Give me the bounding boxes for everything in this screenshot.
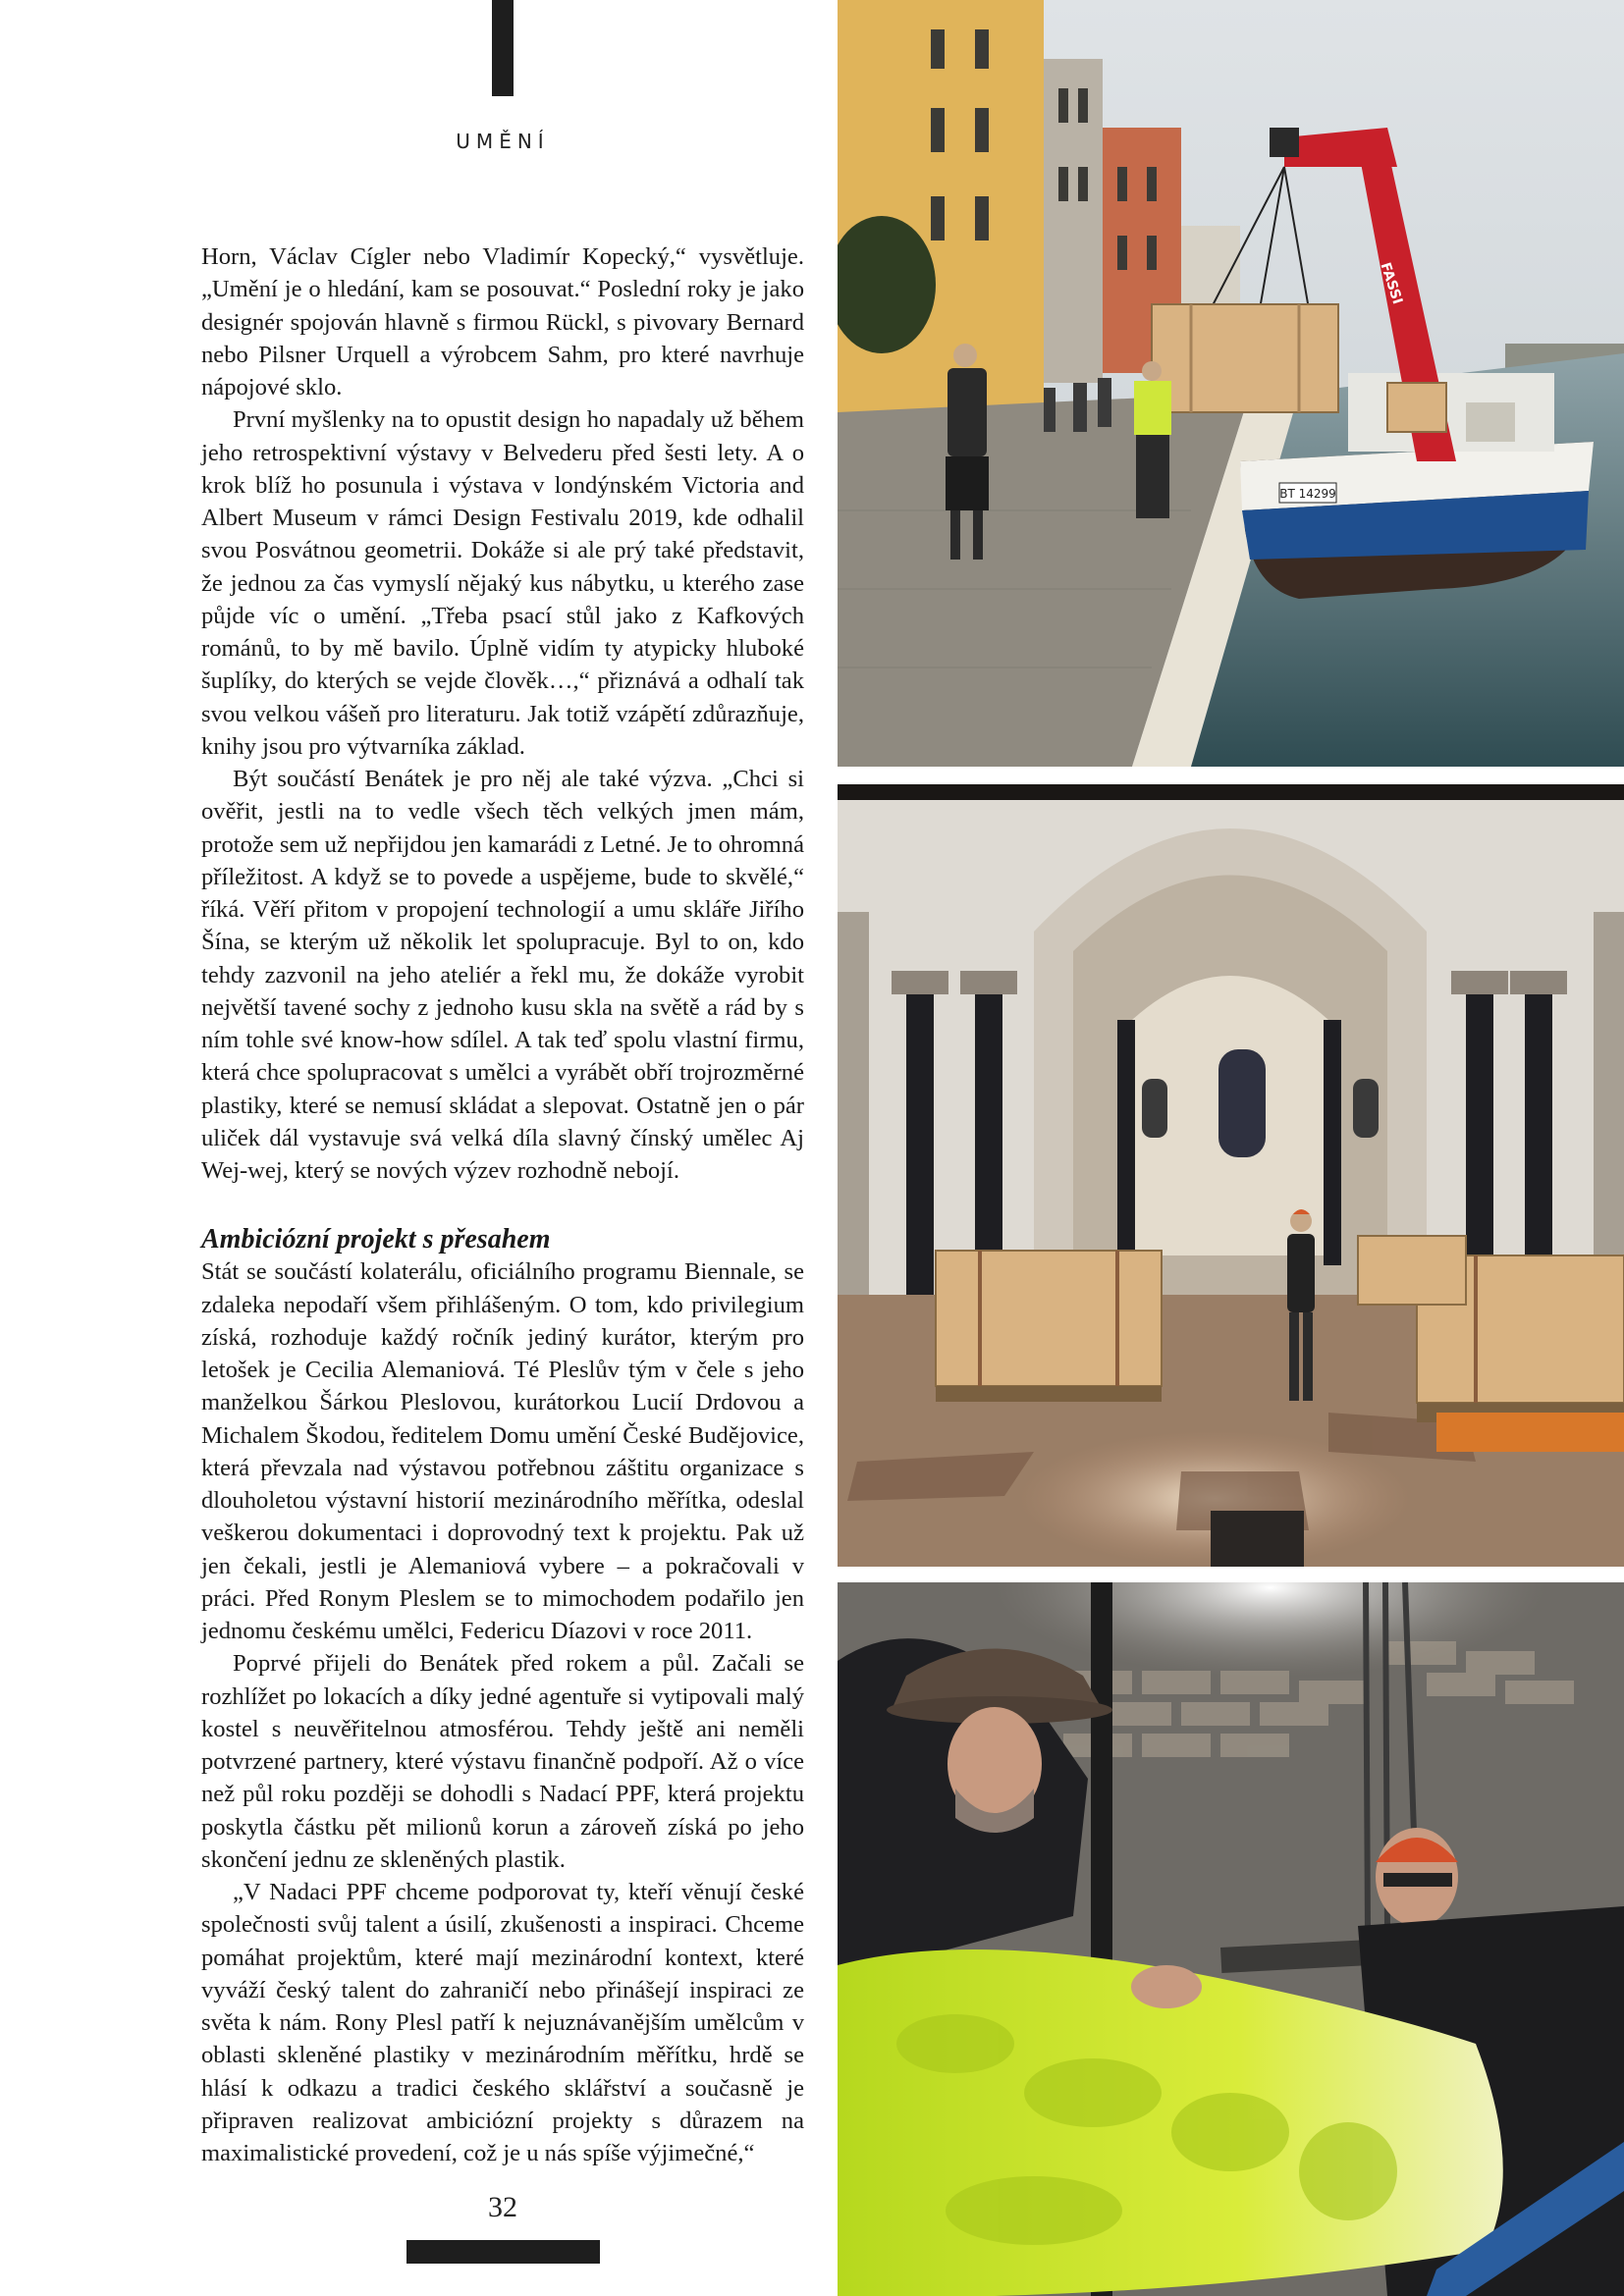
article-body xyxy=(201,240,804,2169)
bottom-decorative-bar xyxy=(406,2240,600,2264)
crane-brand-label: FASSI xyxy=(1377,260,1406,306)
subheading: Ambiciózní projekt s přesahem xyxy=(201,1224,551,1255)
page-number: 32 xyxy=(488,2191,517,2223)
photo-church-interior-crates xyxy=(838,784,1624,1567)
paragraph: První myšlenky na to opustit design ho napadaly už během jeho retrospektivní výstavy v Belvederu před šesti lety. A o krok blíž ho posunula i výstava v londýnském Victoria and Albert Museum v rámci Design Festivalu 2019, kde odhalil svou Posvátnou geometrii. Dokáže si ale prý také představit, že jednou za čas vymyslí nějaký kus nábytku, u kterého zase půjde víc o umění. „Třeba psací stůl jako z Kafkových románů, to by mě bavilo. Úplně vidím ty atypicky hluboké šuplíky, do kterých se vejde člověk…,“ přiznává a odhalí tak svou velkou vášeň pro literaturu. Jak totiž vzápětí zdůrazňuje, knihy jsou pro výtvarníka základ. xyxy=(201,406,804,760)
photo-glass-sculpture-handling xyxy=(838,1582,1624,2296)
paragraph: Poprvé přijeli do Benátek před rokem a půl. Začali se rozhlížet po lokacích a díky jedné agentuře si vytipovali malý kostel s neuvěřitelnou atmosférou. Tehdy ještě ani neměli potvrzené partnery, které výstavu finančně podpoří. Až o více než půl roku později se dohodli s Nadací PPF, která projektu poskytla částku pět milionů korun a zároveň získá po jeho skončení jednu ze skleněných plastik. xyxy=(201,1650,804,1873)
photo-venice-crane-unloading xyxy=(838,0,1624,767)
boat-registration-label: BT 14299 xyxy=(1279,487,1336,501)
paragraph: „V Nadaci PPF chceme podporovat ty, kteří věnují české společnosti svůj talent a úsilí, zkušenosti a inspiraci. Chceme pomáhat projektům, které mají mezinárodní kontext, které vyváží český talent do zahraničí nebo přinášejí inspiraci ze světa k nám. Rony Plesl patří k nejuznávanějším umělcům v oblasti skleněné plastiky v mezinárodním měřítku, hrdě se hlásí k odkazu a tradici českého sklářství a současně je připraven realizovat ambiciózní projekty s důrazem na maximalistické provedení, což je u nás spíše výjimečné,“ xyxy=(201,1879,804,2166)
paragraph: Být součástí Benátek je pro něj ale také výzva. „Chci si ověřit, jestli na to vedle všech těch velkých jmen mám, protože sem už nepřijdou jen kamarádi z Letné. Je to ohromná příležitost. A když se to povede a uspějeme, bude to skvělé,“ říká. Věří přitom v propojení technologií a umu skláře Jiřího Šína, se kterým už několik let spolupracuje. Byl to on, kdo tehdy zazvonil na jeho ateliér a řekl mu, že dokáže vyrobit největší tavené sochy z jednoho kusu skla na světě a rád by s ním tohle své know-how sdílel. A tak teď spolu vlastní firmu, která chce spolupracovat s umělci a vyrábět obří trojrozměrné plastiky, které se nemusí skládat a slepovat. Ostatně jen o pár uliček dál vystavuje svá velká díla slavný čínský umělec Aj Wej-wej, který se nových výzev rozhodně nebojí. xyxy=(201,766,804,1184)
paragraph: Horn, Václav Cígler nebo Vladimír Kopecký,“ vysvětluje. „Umění je o hledání, kam se posouvat.“ Poslední roky je jako designér spojován hlavně s firmou Rückl, s pivovary Bernard nebo Pilsner Urquell a výrobcem Sahm, pro které navrhuje nápojové sklo. xyxy=(201,243,804,400)
paragraph: Stát se součástí kolaterálu, oficiálního programu Biennale, se zdaleka nepodaří všem přihlášeným. O tom, kdo privilegium získá, rozhoduje každý ročník jediný kurátor, kterým pro letošek je Cecilia Alemaniová. Té Pleslův tým v čele s jeho manželkou Šárkou Pleslovou, kurátorkou Lucií Drdovou a Michalem Škodou, ředitelem Domu umění České Budějovice, která převzala nad výstavou potřebnou záštitu organizace s dlouholetou výstavní historií mezinárodního měřítka, odeslal veškerou dokumentaci i doprovodný text k projektu. Pak už jen čekali, jestli je Alemaniová vybere – a pokračovali v práci. Před Ronym Pleslem se to mimochodem podařilo jen jednomu českému umělci, Federicu Díazovi v roce 2011. xyxy=(201,1258,804,1644)
section-label: UMĚNÍ xyxy=(456,130,550,153)
top-decorative-bar xyxy=(492,0,514,96)
